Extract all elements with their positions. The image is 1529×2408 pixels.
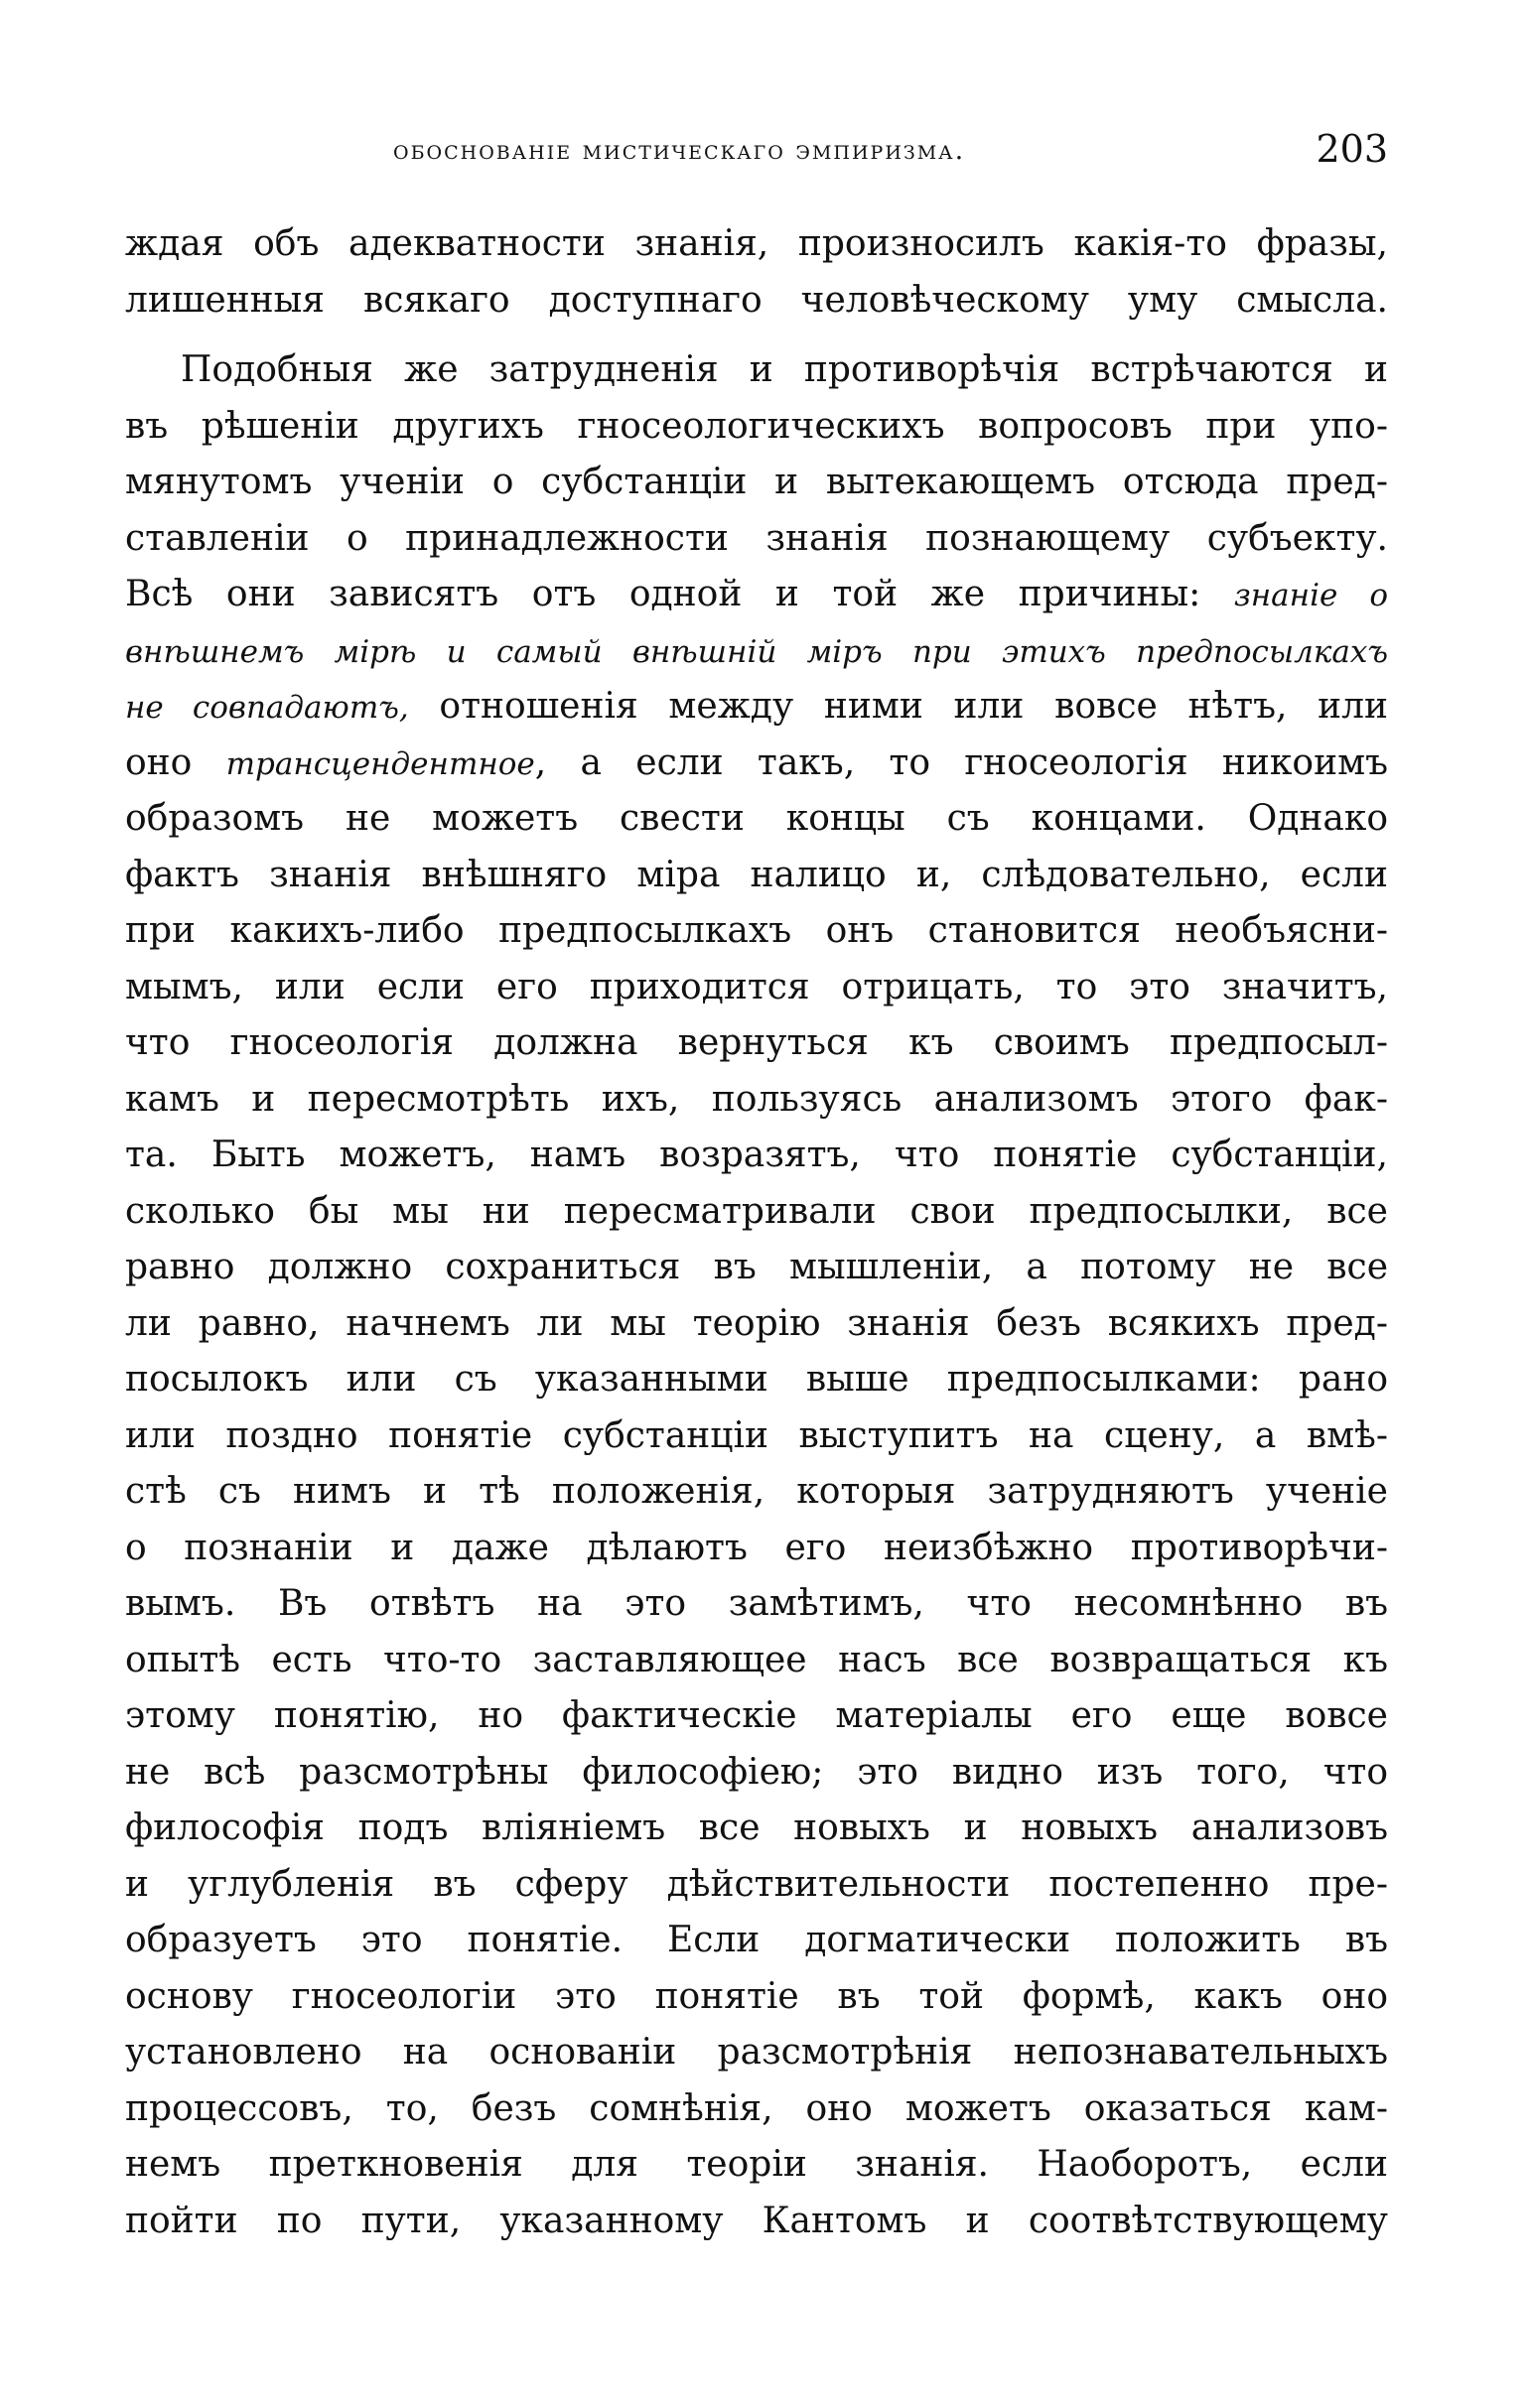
text-line: [125, 513, 1388, 570]
text-line: [125, 1635, 1388, 1691]
text-line: [125, 1747, 1388, 1804]
text-line: [125, 1523, 1388, 1579]
text-segment: оно: [125, 741, 226, 783]
text-segment: посылокъ или съ указанными выше предпосылками: рано: [125, 1359, 1388, 1400]
text-line: [125, 850, 1388, 906]
text-segment: немъ преткновенія для теоріи знанія. Наоборотъ, если: [125, 2144, 1388, 2185]
text-line: [125, 1298, 1388, 1355]
text-line: [125, 457, 1388, 513]
text-line: [125, 275, 1388, 332]
text-line: [125, 401, 1388, 458]
text-line: [125, 625, 1388, 682]
text-segment: Всѣ они зависятъ отъ одной и той же причины:: [125, 574, 1234, 614]
text-segment: опытѣ есть что-то заставляющее насъ все возвращаться къ: [125, 1639, 1388, 1680]
text-segment: ждая объ адекватности знанія, произносилъ какія-то фразы,: [125, 223, 1388, 264]
text-segment: отношенія между ними или вовсе нѣтъ, или: [408, 686, 1389, 727]
text-line: [125, 2196, 1388, 2252]
text-line: [125, 2027, 1388, 2083]
text-line: [125, 344, 1388, 401]
text-line: [125, 737, 1388, 794]
text-segment: камъ и пересмотрѣть ихъ, пользуясь анализомъ этого фак-: [125, 1078, 1388, 1120]
text-segment: стѣ съ нимъ и тѣ положенія, которыя затрудняютъ ученіе: [125, 1471, 1388, 1512]
running-title: обоснованіе мистическаго эмпиризма.: [393, 135, 966, 166]
text-line: [125, 962, 1388, 1018]
text-segment: или поздно понятіе субстанціи выступитъ на сцену, а вмѣ-: [125, 1414, 1388, 1456]
page-number: 203: [1316, 127, 1388, 171]
text-segment: основу гносеологіи это понятіе въ той формѣ, какъ оно: [125, 1975, 1388, 2017]
italic-text: знаніе о: [1233, 578, 1388, 613]
text-segment: о познаніи и даже дѣлаютъ его неизбѣжно противорѣчи-: [125, 1527, 1388, 1568]
text-line: [125, 569, 1388, 625]
text-segment: мымъ, или если его приходится отрицать, то это значитъ,: [125, 966, 1388, 1007]
text-line: [125, 681, 1388, 737]
text-segment: вымъ. Въ отвѣтъ на это замѣтимъ, что несомнѣнно въ: [125, 1583, 1388, 1624]
italic-text: внѣшнемъ мірѣ и самый внѣшній міръ при этихъ предпосылкахъ: [125, 633, 1388, 670]
text-line: [125, 1130, 1388, 1186]
text-line: [125, 1242, 1388, 1298]
text-line: [125, 2139, 1388, 2196]
page-body-text: [125, 218, 1388, 2251]
text-segment: установлено на основаніи разсмотрѣнія непознавательныхъ: [125, 2032, 1388, 2073]
text-segment: ставленіи о принадлежности знанія познающему субъекту.: [125, 517, 1388, 559]
text-line: [125, 1466, 1388, 1523]
text-segment: сколько бы мы ни пересматривали свои предпосылки, все: [125, 1190, 1388, 1232]
text-segment: не всѣ разсмотрѣны философіею; это видно изъ того, что: [125, 1751, 1388, 1793]
text-segment: , а если такъ, то гносеологія никоимъ: [534, 741, 1388, 783]
text-line: [125, 1017, 1388, 1074]
text-line: [125, 905, 1388, 962]
text-line: [125, 1690, 1388, 1747]
text-segment: фактъ знанія внѣшняго міра налицо и, слѣдовательно, если: [125, 854, 1388, 895]
page-header: [125, 127, 1388, 177]
text-segment: философія подъ вліяніемъ все новыхъ и новыхъ анализовъ: [125, 1807, 1388, 1848]
text-segment: процессовъ, то, безъ сомнѣнія, оно можетъ оказаться кам-: [125, 2087, 1388, 2129]
text-line: [125, 1354, 1388, 1410]
text-segment: при какихъ-либо предпосылкахъ онъ становится необъясни-: [125, 910, 1388, 951]
text-segment: равно должно сохраниться въ мышленіи, а потому не все: [125, 1247, 1388, 1287]
text-segment: мянутомъ ученіи о субстанціи и вытекающемъ отсюда пред-: [125, 462, 1388, 502]
text-segment: ли равно, начнемъ ли мы теорію знанія безъ всякихъ пред-: [125, 1302, 1388, 1344]
text-line: [125, 793, 1388, 850]
text-line: [125, 1074, 1388, 1131]
text-segment: та. Быть можетъ, намъ возразятъ, что понятіе субстанціи,: [125, 1135, 1388, 1175]
text-line: [125, 1915, 1388, 1971]
text-segment: Подобныя же затрудненія и противорѣчія встрѣчаются и: [181, 349, 1388, 390]
text-line: [125, 1859, 1388, 1916]
italic-text: трансцендентное: [225, 745, 535, 782]
text-line: [125, 2083, 1388, 2140]
text-segment: образомъ не можетъ свести концы съ концами. Однако: [125, 798, 1388, 839]
text-segment: лишенныя всякаго доступнаго человѣческому уму смысла.: [125, 279, 1388, 321]
text-line: [125, 1186, 1388, 1243]
text-line: [125, 218, 1388, 275]
text-line: [125, 1971, 1388, 2028]
text-segment: въ рѣшеніи другихъ гносеологическихъ вопросовъ при упо-: [125, 405, 1388, 447]
text-line: [125, 1803, 1388, 1859]
text-segment: этому понятію, но фактическіе матеріалы его еще вовсе: [125, 1695, 1388, 1736]
text-segment: что гносеологія должна вернуться къ своимъ предпосыл-: [125, 1022, 1388, 1063]
text-line: [125, 1578, 1388, 1635]
text-segment: и углубленія въ сферу дѣйствительности постепенно пре-: [125, 1863, 1388, 1905]
text-segment: образуетъ это понятіе. Если догматически положить въ: [125, 1920, 1388, 1960]
text-segment: пойти по пути, указанному Кантомъ и соотвѣтствующему: [125, 2200, 1388, 2241]
text-line: [125, 1410, 1388, 1467]
italic-text: не совпадаютъ,: [125, 690, 409, 726]
